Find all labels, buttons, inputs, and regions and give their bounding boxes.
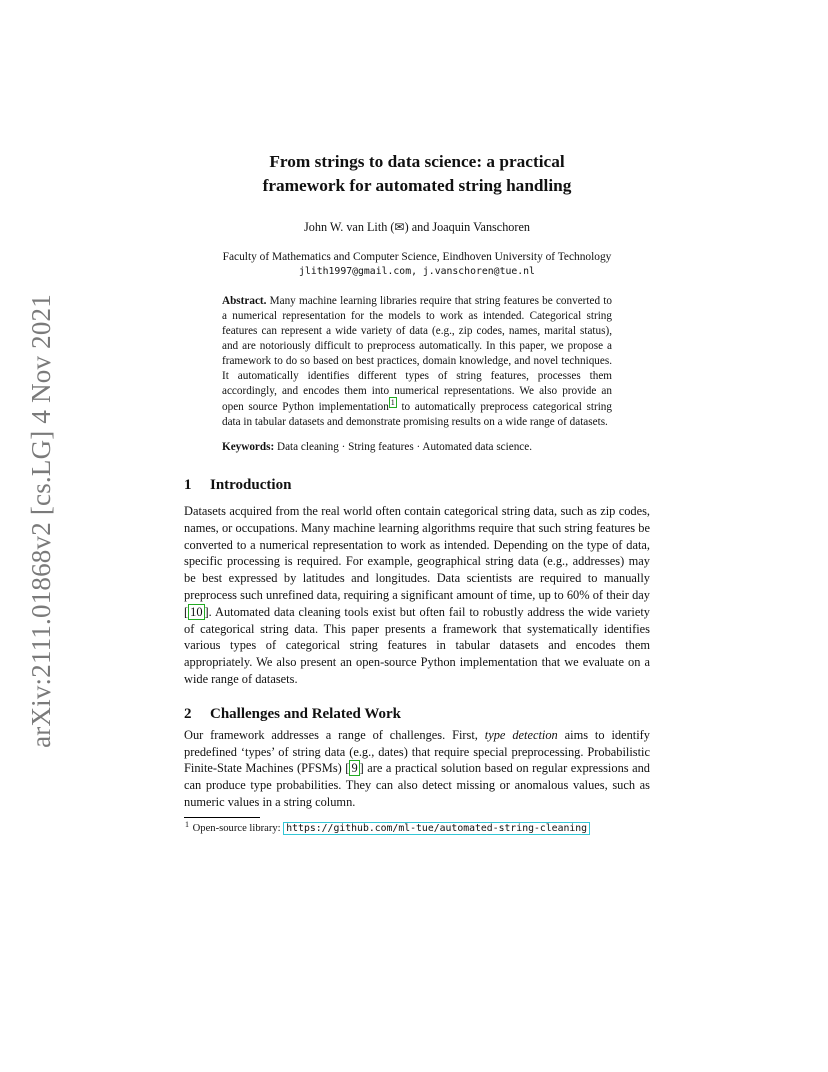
section-title: Introduction bbox=[210, 477, 292, 493]
abstract-label: Abstract. bbox=[222, 295, 267, 307]
challenges-paragraph: Our framework addresses a range of challenges. First, type detection aims to identify predefined ‘types’ of string data (e.g., dates) that require special preprocessing. Probabilistic Finite-State Machines (PFSMs) [ 9 ] are a practical solution based on regular expressions and can produce type probabilities. They can also detect missing or anomalous values, such as numeric values in a string column. bbox=[184, 727, 651, 809]
challenges-text-1: Our framework addresses a range of challenges. First, bbox=[184, 727, 485, 742]
section-introduction-heading bbox=[184, 477, 650, 494]
introduction-paragraph: Datasets acquired from the real world often contain categorical string data, such as zip codes, names, or occupations. Many machine learning algorithms require that such string features be converted to a numerical representation to work as intended. Depending on the type of data, specific processing is required. For example, geographical string data (e.g., addresses) may be best expressed by latitudes and longitudes. Data scientists are required to manually preprocess such unrefined data, requiring a significant amount of time, up to 60% of their day [ 10 ]. Automated data cleaning tools exist but often fail to robustly address the wide variety of categorical string data. This paper presents a framework that systematically identifies various types of categorical string features in tabular datasets and encodes them appropriately. We also present an open-source Python implementation that we evaluate on a wide range of datasets. bbox=[184, 504, 650, 686]
section-challenges-heading bbox=[184, 706, 650, 723]
footnote-url-link[interactable]: https://github.com/ml-tue/automated-string-cleaning bbox=[283, 822, 590, 835]
arxiv-identifier: arXiv:2111.01868v2 [cs.LG] 4 Nov 2021 bbox=[25, 294, 56, 748]
footnote-link-1[interactable]: 1 bbox=[390, 398, 395, 407]
challenges-emphasis: type detection bbox=[484, 727, 558, 742]
paper-page bbox=[184, 150, 650, 836]
challenges-text-3: are a practical solution based on regular expressions and can produce type probabilities. They can also detect missing or anomalous values, such as numeric values in a string column. bbox=[184, 761, 650, 809]
intro-text-1: Datasets acquired from the real world often contain categorical string data, such as zip codes, names, or occupations. Many machine learning algorithms require that such string features be converted to a numerical representation to work as intended. Depending on the type of data, specific processing is required. For example, geographical string data (e.g., addresses) may be best expressed by latitudes and longitudes. Data scientists are required to manually preprocess such unrefined data, requiring a significant amount of time, up to 60% of their day bbox=[184, 504, 650, 602]
keywords-label: Keywords: bbox=[222, 441, 275, 453]
title-line-1: From strings to data science: a practical bbox=[269, 152, 565, 171]
emails: jlith1997@gmail.com, j.vanschoren@tue.nl bbox=[299, 266, 535, 277]
abstract-text-2: to automatically preprocess categorical string data in tabular datasets and demonstrate promising results on a wide range of datasets. bbox=[222, 401, 612, 428]
keywords-text: Data cleaning · String features · Automated data science. bbox=[277, 441, 533, 453]
abstract bbox=[222, 294, 612, 430]
arxiv-sidebar bbox=[16, 290, 66, 752]
affiliation: Faculty of Mathematics and Computer Science, Eindhoven University of Technology bbox=[222, 251, 612, 263]
authors: John W. van Lith (✉) and Joaquin Vanschoren bbox=[304, 220, 530, 234]
section-number: 2 bbox=[184, 705, 192, 722]
title-line-2: framework for automated string handling bbox=[262, 176, 572, 195]
intro-text-2: . Automated data cleaning tools exist but often fail to robustly address the wide variety of categorical string data. This paper presents a framework that systematically identifies various types of categorical string features in tabular datasets and encodes them appropriately. We also present an open-source Python implementation that we evaluate on a wide range of datasets. bbox=[184, 604, 650, 686]
citation-link[interactable]: 10 bbox=[190, 604, 203, 619]
footnote bbox=[184, 821, 650, 836]
footnote-mark: 1 bbox=[185, 819, 189, 829]
section-title: Challenges and Related Work bbox=[210, 705, 401, 722]
abstract-text-1: Many machine learning libraries require that string features be converted to a numerical representation for the models to work as intended. Categorical string features can represent a wide variety of data (e.g., zip codes, names, marital status), and are notoriously difficult to preprocess automatically. In this paper, we propose a framework to do so based on best practices, domain knowledge, and novel techniques. It automatically identifies different types of string features, processes them accordingly, and encodes them into numerical representations. We also provide an open source Python implementation bbox=[222, 295, 612, 413]
citation-link[interactable]: 9 bbox=[351, 761, 358, 776]
keywords bbox=[222, 440, 612, 455]
section-number: 1 bbox=[184, 477, 192, 493]
footnote-text: Open-source library: bbox=[192, 822, 281, 834]
footnote-divider bbox=[184, 817, 260, 818]
challenges-text-2: aims to identify predefined ‘types’ of string data (e.g., dates) that require special preprocessing. Probabilistic Finite-State Machines (PFSMs) bbox=[184, 727, 651, 776]
paper-title bbox=[184, 150, 650, 198]
